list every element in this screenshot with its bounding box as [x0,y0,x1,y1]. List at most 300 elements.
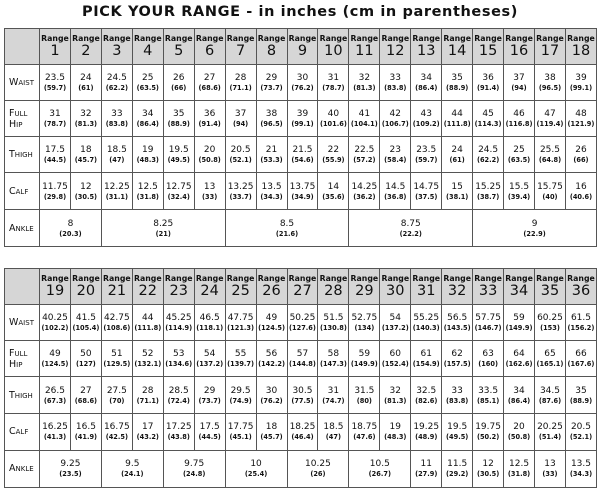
range-word: Range [381,274,410,284]
measurement-cell [225,305,256,341]
range-header-36 [565,269,596,305]
inch-value: 35 [451,73,463,83]
cm-value: (66) [171,84,187,92]
range-word: Range [257,274,286,284]
measurement-cell [565,377,596,413]
measurement-cell [101,101,132,137]
cm-value: (35.6) [322,192,345,201]
range-header-4 [132,29,163,65]
cm-value: (106.7) [381,120,409,128]
inch-value: 9 [531,218,538,229]
inch-value: 26 [575,145,587,155]
inch-value: 29 [265,73,278,83]
cm-value: (22.9) [523,229,546,238]
inch-value: 9.75 [184,459,205,470]
inch-value: 16 [575,181,587,192]
cm-value: (71.1) [136,396,159,405]
cm-value: (49.5) [446,433,469,442]
measurement-cell [70,305,101,341]
inch-value: 18.5 [106,145,127,155]
inch-value: 39 [296,109,309,119]
measurement-cell [101,341,132,377]
measurement-cell [473,173,504,210]
cm-value: (45.1) [229,433,252,442]
corner-cell [5,29,40,65]
inch-value: 9.5 [125,459,140,470]
range-number: 31 [416,283,436,300]
inch-value: 46.5 [199,313,220,324]
inch-value: 64 [513,349,525,360]
inch-value: 44 [142,313,154,324]
cm-value: (29.2) [446,470,469,479]
measurement-cell [194,173,225,210]
inch-value: 13.25 [227,181,254,192]
range-number: 30 [386,283,405,300]
cm-value: (66) [573,156,589,164]
inch-value: 15.75 [537,181,563,192]
measurement-cell [256,341,287,377]
measurement-cell [194,377,225,413]
measurement-cell [411,65,442,101]
range-header-27 [287,269,318,305]
measurement-cell [101,413,132,450]
range-header-19 [40,269,71,305]
measurement-cell [101,65,132,101]
cm-value: (140.3) [412,324,440,333]
measurement-cell [225,413,256,450]
measurement-cell [318,173,349,210]
ankle-cell [287,450,349,487]
inch-value: 36 [203,109,216,119]
measurement-cell [256,65,287,101]
range-header-10 [318,29,349,65]
range-word: Range [412,34,441,43]
measurement-cell [565,137,596,173]
cm-value: (48.3) [136,156,159,164]
measurement-cell [349,173,380,210]
cm-value: (67.3) [43,396,67,405]
cm-value: (64.8) [538,156,562,164]
measurement-cell [225,65,256,101]
range-word: Range [103,34,131,43]
ankle-cell [40,210,102,247]
measurement-cell [70,65,101,101]
inch-value: 19 [389,422,401,433]
measurement-cell [349,65,380,101]
inch-value: 14.5 [385,181,406,192]
row-label-calf: Calf [5,173,40,210]
measurement-cell [504,305,535,341]
cm-value: (50.8) [507,433,531,442]
measurement-cell [380,377,411,413]
measurement-cell [40,341,71,377]
measurement-cell [504,173,535,210]
range-header-32 [442,269,473,305]
range-word: Range [350,274,379,284]
measurement-cell [535,65,566,101]
cm-value: (167.6) [567,360,595,369]
inch-value: 12.75 [165,181,192,192]
cm-value: (111.8) [134,324,162,333]
inch-value: 52.75 [351,313,378,324]
range-header-20 [70,269,101,305]
row-label-ankle: Ankle [5,210,40,247]
cm-value: (49.5) [167,156,190,164]
measurement-cell [40,173,71,210]
inch-value: 46 [513,109,525,119]
inch-value: 32 [389,385,401,396]
range-number: 6 [205,43,215,59]
measurement-cell [70,101,101,137]
cm-value: (34.3) [569,470,593,479]
measurement-cell [256,377,287,413]
inch-value: 18 [80,145,92,155]
cm-value: (73.7) [260,84,283,92]
inch-value: 25 [142,73,154,83]
cm-value: (137.2) [196,360,224,369]
cm-value: (22.2) [399,229,422,238]
cm-value: (83.8) [446,396,469,405]
cm-value: (70) [109,396,125,405]
range-word: Range [567,274,595,284]
measurement-cell [535,413,566,450]
cm-value: (23.5) [59,470,82,479]
cm-value: (77.5) [291,396,314,405]
measurement-cell [565,65,596,101]
inch-value: 45.25 [165,313,192,324]
inch-value: 50.25 [289,313,316,324]
cm-value: (26.7) [368,470,391,479]
inch-value: 13.75 [289,181,316,192]
measurement-cell [535,305,566,341]
measurement-cell [40,101,71,137]
measurement-cell [349,377,380,413]
measurement-cell [163,377,194,413]
measurement-cell [132,305,163,341]
inch-value: 33 [389,73,401,83]
inch-value: 15 [451,181,463,192]
cm-value: (26) [310,470,326,479]
measurement-cell [318,65,349,101]
cm-value: (157.5) [443,360,471,369]
inch-value: 39 [575,73,587,83]
measurement-cell [349,341,380,377]
cm-value: (31.8) [136,192,159,201]
range-word: Range [72,274,100,284]
range-word: Range [381,34,410,43]
cm-value: (104.1) [350,120,378,128]
cm-value: (44.5) [43,156,67,164]
measurement-cell [473,137,504,173]
range-header-13 [411,29,442,65]
cm-value: (36.2) [353,192,376,201]
cm-value: (41.3) [43,433,67,442]
range-word: Range [505,34,533,43]
cm-value: (146.7) [474,324,502,333]
ankle-cell [535,450,566,487]
inch-value: 29.5 [230,385,251,396]
cm-value: (86.4) [136,120,159,128]
cm-value: (30.5) [74,192,98,201]
measurement-cell [40,305,71,341]
cm-value: (165.1) [536,360,564,369]
cm-value: (118.1) [196,324,224,333]
inch-value: 18.75 [351,422,378,433]
measurement-cell [380,173,411,210]
cm-value: (127.6) [289,324,316,333]
ankle-cell [40,450,102,487]
measurement-cell [504,377,535,413]
range-header-34 [504,269,535,305]
inch-value: 42.75 [103,313,130,324]
inch-value: 42 [389,109,401,119]
cm-value: (149.9) [505,324,533,333]
measurement-cell [442,377,473,413]
corner-cell [5,269,40,305]
range-number: 23 [169,283,188,300]
inch-value: 15.5 [509,181,530,192]
measurement-cell [225,101,256,137]
cm-value: (99.1) [291,120,314,128]
inch-value: 49 [49,349,61,360]
cm-value: (86.4) [507,396,531,405]
measurement-cell [411,377,442,413]
cm-value: (38.1) [446,192,469,201]
range-number: 33 [478,283,498,300]
cm-value: (48.3) [384,433,407,442]
cm-value: (88.9) [446,84,469,92]
measurement-cell [256,101,287,137]
inch-value: 32.5 [416,385,437,396]
inch-value: 56.5 [447,313,468,324]
inch-value: 16.75 [103,422,130,433]
range-header-5 [163,29,194,65]
range-number: 12 [386,43,405,59]
measurement-cell [504,341,535,377]
measurement-cell [40,137,71,173]
inch-value: 12 [80,181,92,192]
range-word: Range [257,34,286,43]
range-word: Range [536,34,564,43]
range-header-9 [287,29,318,65]
range-number: 19 [45,283,65,300]
measurement-cell [473,413,504,450]
measurement-cell [40,413,71,450]
measurement-cell [442,413,473,450]
measurement-cell [535,101,566,137]
measurement-cell [318,413,349,450]
inch-value: 43 [420,109,432,119]
measurement-cell [318,305,349,341]
ankle-cell [504,450,535,487]
measurement-cell [194,65,225,101]
inch-value: 27 [203,73,216,83]
range-header-15 [473,29,504,65]
range-word: Range [319,274,348,284]
measurement-cell [163,173,194,210]
cm-value: (57.2) [353,156,376,164]
inch-value: 58 [327,349,340,360]
cm-value: (33) [202,192,218,201]
cm-value: (147.3) [319,360,347,369]
range-header-18 [565,29,596,65]
inch-value: 40.25 [42,313,68,324]
inch-value: 20 [203,145,216,155]
inch-value: 59 [358,349,371,360]
cm-value: (52.1) [229,156,252,164]
measurement-cell [70,413,101,450]
cm-value: (121.3) [227,324,255,333]
cm-value: (21) [155,229,171,238]
measurement-cell [163,137,194,173]
cm-value: (50.8) [198,156,221,164]
inch-value: 19.25 [413,422,440,433]
range-header-22 [132,269,163,305]
inch-value: 60.25 [537,313,563,324]
cm-value: (134) [354,324,375,333]
ankle-cell [163,450,225,487]
inch-value: 20.5 [570,422,591,433]
page-title: PICK YOUR RANGE - in inches (cm in parentheses) [82,4,518,20]
cm-value: (48.9) [415,433,438,442]
range-word: Range [41,34,69,43]
size-table-ranges-1-18 [4,28,597,247]
measurement-cell [70,137,101,173]
cm-value: (154.9) [412,360,440,369]
measurement-cell [132,137,163,173]
range-word: Range [103,274,131,284]
range-header-35 [535,269,566,305]
inch-value: 10 [250,459,262,470]
cm-value: (47.6) [353,433,376,442]
range-header-14 [442,29,473,65]
ankle-cell [473,450,504,487]
range-number: 3 [112,43,122,59]
inch-value: 38 [544,73,556,83]
cm-value: (114.3) [474,120,502,128]
measurement-cell [256,413,287,450]
range-number: 8 [266,43,277,59]
range-header-31 [411,269,442,305]
measurement-cell [442,101,473,137]
cm-value: (32.4) [167,192,190,201]
measurement-cell [225,137,256,173]
range-header-24 [194,269,225,305]
inch-value: 32 [358,73,371,83]
ankle-cell [442,450,473,487]
range-word: Range [195,274,224,284]
range-word: Range [474,274,502,284]
cm-value: (78.7) [43,120,67,128]
inch-value: 19 [142,145,154,155]
cm-value: (30.5) [476,470,500,479]
cm-value: (149.9) [350,360,378,369]
measurement-cell [40,65,71,101]
measurement-cell [535,137,566,173]
cm-value: (144.8) [289,360,316,369]
inch-value: 31.5 [354,385,375,396]
measurement-cell [442,173,473,210]
inch-value: 18 [265,422,278,433]
measurement-cell [287,137,318,173]
inch-value: 21.5 [292,145,313,155]
inch-value: 11.5 [447,459,468,470]
inch-value: 41.5 [75,313,96,324]
measurement-cell [473,377,504,413]
inch-value: 12.5 [137,181,158,192]
inch-value: 34.5 [539,385,560,396]
inch-value: 12.25 [103,181,130,192]
range-number: 16 [509,43,529,59]
inch-value: 16.5 [75,422,96,433]
row-label-full-hip: Full Hip [5,101,40,137]
cm-value: (96.5) [538,84,562,92]
measurement-cell [163,413,194,450]
range-number: 9 [297,43,308,59]
cm-value: (71.1) [229,84,252,92]
measurement-cell [411,101,442,137]
range-number: 32 [447,283,467,300]
cm-value: (134.6) [165,360,193,369]
inch-value: 24 [451,145,463,155]
cm-value: (105.4) [72,324,100,333]
inch-value: 27 [80,385,92,396]
inch-value: 55 [234,349,247,360]
cm-value: (27.9) [415,470,438,479]
inch-value: 8.75 [400,218,421,229]
cm-value: (47) [325,433,341,442]
inch-value: 33 [451,385,463,396]
range-header-29 [349,269,380,305]
inch-value: 11.75 [42,181,68,192]
range-header-3 [101,29,132,65]
inch-value: 28.5 [168,385,189,396]
range-word: Range [288,274,317,284]
range-number: 22 [138,283,157,300]
inch-value: 24 [80,73,92,83]
measurement-cell [411,137,442,173]
inch-value: 13.5 [570,459,591,470]
inch-value: 34 [142,109,154,119]
range-word: Range [536,274,564,284]
measurement-cell [40,377,71,413]
row-label-ankle: Ankle [5,450,40,487]
range-word: Range [72,34,100,43]
measurement-cell [70,173,101,210]
inch-value: 14.75 [413,181,440,192]
cm-value: (80) [356,396,372,405]
cm-value: (37.5) [415,192,438,201]
cm-value: (102.2) [41,324,69,333]
range-word: Range [41,274,69,284]
range-header-12 [380,29,411,65]
cm-value: (96.5) [260,120,283,128]
range-header-6 [194,29,225,65]
inch-value: 34 [420,73,432,83]
cm-value: (62.2) [105,84,128,92]
row-label-full-hip: Full Hip [5,341,40,377]
inch-value: 23 [389,145,401,155]
inch-value: 13 [544,459,556,470]
inch-value: 20.25 [537,422,563,433]
inch-value: 47 [544,109,556,119]
measurement-cell [535,377,566,413]
inch-value: 40 [327,109,340,119]
ankle-cell [411,450,442,487]
measurement-cell [225,341,256,377]
inch-value: 8.25 [153,218,174,229]
measurement-cell [287,341,318,377]
